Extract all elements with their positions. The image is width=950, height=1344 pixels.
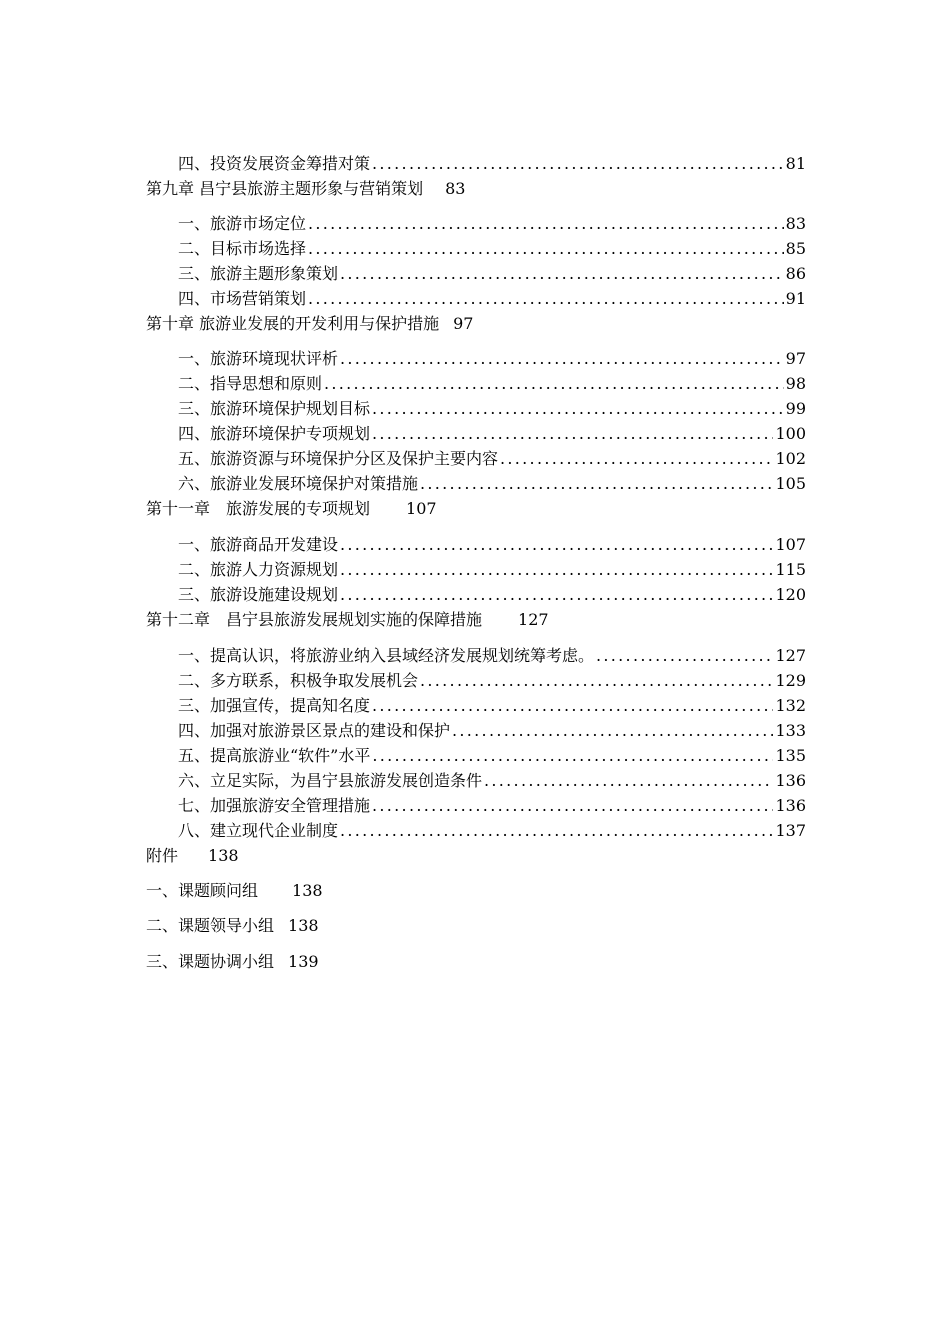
toc-entry-label: 八、建立现代企业制度 xyxy=(178,821,339,840)
dot-leader xyxy=(372,397,784,421)
chapter-title: 第九章 昌宁县旅游主题形象与营销策划 xyxy=(146,179,424,198)
toc-entry-label: 四、加强对旅游景区景点的建设和保护 xyxy=(178,721,451,740)
chapter-page: 83 xyxy=(445,179,466,198)
toc-entry[interactable] xyxy=(178,347,806,371)
toc-annex-entry[interactable] xyxy=(146,950,319,974)
toc-entry[interactable] xyxy=(178,744,806,768)
toc-entry-label: 七、加强旅游安全管理措施 xyxy=(178,796,371,815)
toc-entry[interactable] xyxy=(178,558,806,582)
toc-entry[interactable] xyxy=(178,372,806,396)
chapter-title: 第十一章 旅游发展的专项规划 xyxy=(146,499,371,518)
toc-entry[interactable] xyxy=(178,819,806,843)
toc-entry-label: 四、旅游环境保护专项规划 xyxy=(178,424,371,443)
chapter-page: 107 xyxy=(406,499,437,518)
toc-entry[interactable] xyxy=(178,237,806,261)
dot-leader xyxy=(372,794,773,818)
dot-leader xyxy=(420,669,773,693)
dot-leader xyxy=(500,447,773,471)
annex-entry-page: 138 xyxy=(292,881,323,900)
toc-entry-label: 二、目标市场选择 xyxy=(178,239,307,258)
dot-leader xyxy=(372,744,773,768)
dot-leader xyxy=(452,719,773,743)
toc-chapter-heading[interactable] xyxy=(146,177,465,201)
toc-chapter-heading[interactable] xyxy=(146,497,437,521)
toc-entry-page: 132 xyxy=(775,696,806,715)
chapter-title: 第十二章 昌宁县旅游发展规划实施的保障措施 xyxy=(146,610,483,629)
toc-entry[interactable] xyxy=(178,397,806,421)
toc-chapter-heading[interactable] xyxy=(146,312,473,336)
toc-entry-page: 97 xyxy=(785,349,806,368)
dot-leader xyxy=(596,644,773,668)
toc-entry[interactable] xyxy=(178,794,806,818)
toc-entry-page: 85 xyxy=(785,239,806,258)
toc-entry-label: 三、旅游设施建设规划 xyxy=(178,585,339,604)
toc-entry-label: 三、旅游主题形象策划 xyxy=(178,264,339,283)
toc-entry-label: 四、投资发展资金筹措对策 xyxy=(178,154,371,173)
toc-entry[interactable] xyxy=(178,719,806,743)
dot-leader xyxy=(340,558,773,582)
annex-title: 附件 xyxy=(146,846,179,865)
dot-leader xyxy=(308,212,784,236)
toc-entry-label: 五、提高旅游业“软件”水平 xyxy=(178,746,371,765)
toc-entry[interactable] xyxy=(178,152,806,176)
toc-entry-label: 六、旅游业发展环境保护对策措施 xyxy=(178,474,419,493)
toc-entry-label: 五、旅游资源与环境保护分区及保护主要内容 xyxy=(178,449,499,468)
toc-entry-page: 136 xyxy=(775,771,806,790)
toc-entry[interactable] xyxy=(178,694,806,718)
annex-page: 138 xyxy=(208,846,239,865)
toc-entry-page: 81 xyxy=(785,154,806,173)
toc-entry-page: 100 xyxy=(775,424,806,443)
toc-entry-label: 一、旅游商品开发建设 xyxy=(178,535,339,554)
annex-entry-page: 139 xyxy=(288,952,319,971)
toc-entry-label: 三、加强宣传，提高知名度 xyxy=(178,696,371,715)
toc-annex-entry[interactable] xyxy=(146,914,319,938)
toc-entry-label: 一、旅游市场定位 xyxy=(178,214,307,233)
chapter-page: 127 xyxy=(518,610,549,629)
dot-leader xyxy=(340,347,784,371)
toc-entry-page: 129 xyxy=(775,671,806,690)
toc-entry[interactable] xyxy=(178,533,806,557)
toc-entry-label: 二、指导思想和原则 xyxy=(178,374,323,393)
dot-leader xyxy=(340,819,773,843)
toc-entry[interactable] xyxy=(178,583,806,607)
toc-entry-page: 135 xyxy=(775,746,806,765)
toc-chapter-heading[interactable] xyxy=(146,608,549,632)
toc-entry-label: 一、提高认识，将旅游业纳入县域经济发展规划统筹考虑。 xyxy=(178,646,595,665)
toc-entry-page: 102 xyxy=(775,449,806,468)
toc-entry-page: 99 xyxy=(785,399,806,418)
dot-leader xyxy=(324,372,784,396)
toc-entry-page: 137 xyxy=(775,821,806,840)
toc-entry[interactable] xyxy=(178,212,806,236)
toc-entry-page: 133 xyxy=(775,721,806,740)
toc-entry-label: 四、市场营销策划 xyxy=(178,289,307,308)
toc-annex-heading[interactable] xyxy=(146,844,239,868)
toc-entry-page: 105 xyxy=(775,474,806,493)
annex-entry-label: 三、课题协调小组 xyxy=(146,952,275,971)
toc-entry-page: 120 xyxy=(775,585,806,604)
dot-leader xyxy=(372,152,784,176)
dot-leader xyxy=(340,533,773,557)
toc-entry-page: 83 xyxy=(785,214,806,233)
toc-entry[interactable] xyxy=(178,422,806,446)
dot-leader xyxy=(308,287,784,311)
toc-entry-page: 127 xyxy=(775,646,806,665)
dot-leader xyxy=(372,694,773,718)
toc-entry[interactable] xyxy=(178,447,806,471)
dot-leader xyxy=(340,583,773,607)
dot-leader xyxy=(484,769,773,793)
toc-entry-page: 107 xyxy=(775,535,806,554)
toc-entry-page: 98 xyxy=(785,374,806,393)
annex-entry-page: 138 xyxy=(288,916,319,935)
dot-leader xyxy=(340,262,784,286)
toc-entry[interactable] xyxy=(178,644,806,668)
toc-entry[interactable] xyxy=(178,472,806,496)
chapter-title: 第十章 旅游业发展的开发利用与保护措施 xyxy=(146,314,440,333)
toc-entry[interactable] xyxy=(178,287,806,311)
annex-entry-label: 二、课题领导小组 xyxy=(146,916,275,935)
dot-leader xyxy=(308,237,784,261)
toc-entry-page: 86 xyxy=(785,264,806,283)
toc-entry[interactable] xyxy=(178,769,806,793)
toc-entry-page: 136 xyxy=(775,796,806,815)
toc-entry-page: 115 xyxy=(775,560,806,579)
toc-entry[interactable] xyxy=(178,262,806,286)
toc-entry[interactable] xyxy=(178,669,806,693)
annex-entry-label: 一、课题顾问组 xyxy=(146,881,259,900)
toc-entry-label: 六、立足实际，为昌宁县旅游发展创造条件 xyxy=(178,771,483,790)
toc-entry-label: 一、旅游环境现状评析 xyxy=(178,349,339,368)
toc-entry-label: 二、多方联系，积极争取发展机会 xyxy=(178,671,419,690)
toc-annex-entry[interactable] xyxy=(146,879,323,903)
dot-leader xyxy=(420,472,773,496)
dot-leader xyxy=(372,422,773,446)
toc-entry-label: 三、旅游环境保护规划目标 xyxy=(178,399,371,418)
toc-entry-page: 91 xyxy=(785,289,806,308)
toc-entry-label: 二、旅游人力资源规划 xyxy=(178,560,339,579)
chapter-page: 97 xyxy=(453,314,474,333)
